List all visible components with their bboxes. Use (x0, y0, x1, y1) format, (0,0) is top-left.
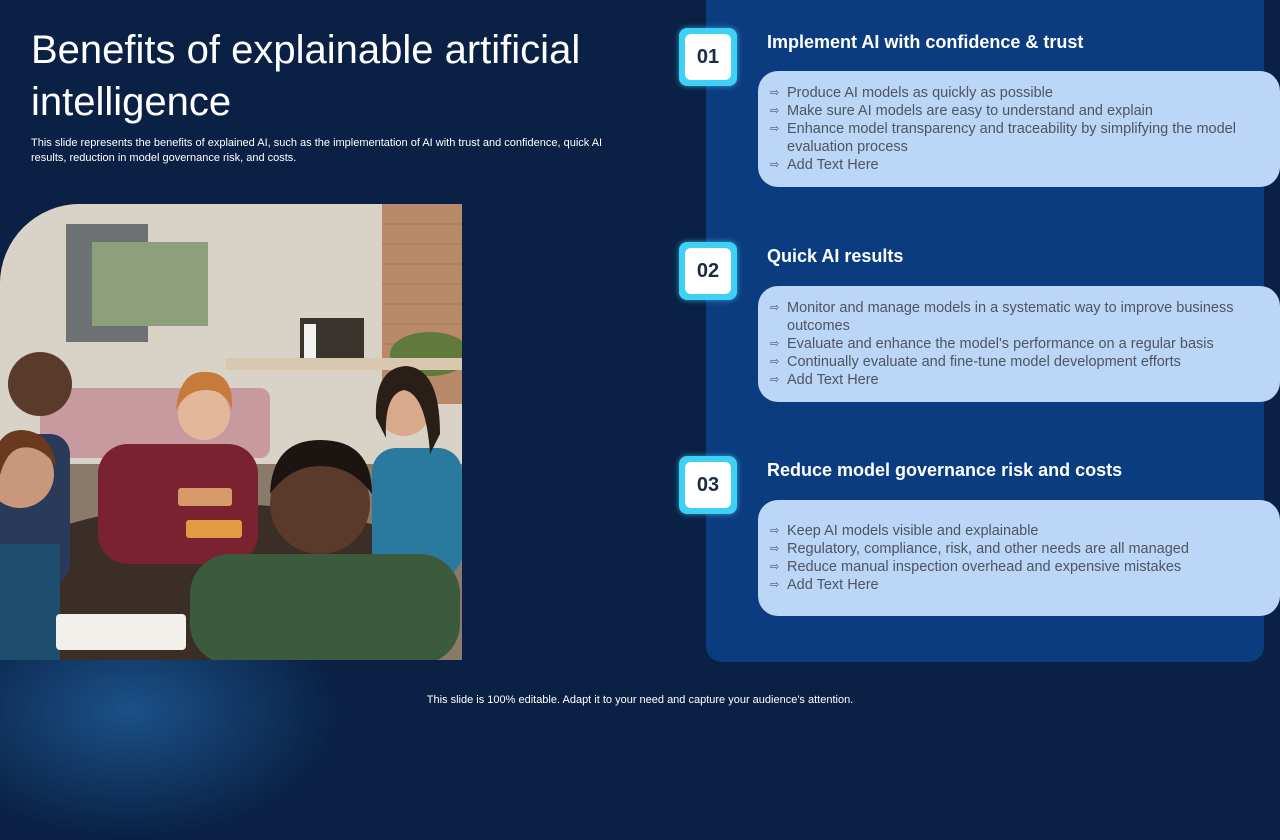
benefit-point: ⇨ Enhance model transparency and traceability by simplifying the model evaluation process (770, 121, 1236, 155)
slide-footer: This slide is 100% editable. Adapt it to your need and capture your audience's attention. (426, 694, 854, 706)
right-arrow-icon: ⇨ (770, 123, 780, 135)
benefit-point: ⇨ Produce AI models as quickly as possible (770, 85, 1053, 101)
right-arrow-icon: ⇨ (770, 561, 780, 573)
right-arrow-icon: ⇨ (770, 543, 780, 555)
right-arrow-icon: ⇨ (770, 579, 780, 591)
benefit-card (758, 500, 1280, 616)
benefit-point: ⇨ Continually evaluate and fine-tune model development efforts (770, 354, 1181, 370)
right-arrow-icon: ⇨ (770, 159, 780, 171)
right-arrow-icon: ⇨ (770, 105, 780, 117)
right-arrow-icon: ⇨ (770, 525, 780, 537)
right-arrow-icon: ⇨ (770, 374, 780, 386)
benefit-heading: Implement AI with confidence & trust (767, 32, 1084, 52)
slide-title: Benefits of explainable artificial intelligence (31, 28, 581, 124)
benefit-point: ⇨ Keep AI models visible and explainable (770, 523, 1039, 539)
benefit-point: ⇨ Add Text Here (770, 157, 879, 173)
benefit-number: 03 (685, 462, 731, 508)
benefit-point: ⇨ Reduce manual inspection overhead and expensive mistakes (770, 559, 1182, 575)
benefit-card (758, 71, 1280, 187)
benefit-number-badge (679, 28, 737, 86)
benefit-number: 02 (685, 248, 731, 294)
benefit-number: 01 (685, 34, 731, 80)
slide-subtitle: This slide represents the benefits of explained AI, such as the implementation of AI with trust and confidence, quick AI results, reduction in model governance risk, and costs. (31, 137, 603, 164)
right-arrow-icon: ⇨ (770, 356, 780, 368)
benefit-heading: Quick AI results (767, 246, 904, 266)
benefit-heading: Reduce model governance risk and costs (767, 460, 1123, 480)
team-meeting-photo (0, 204, 462, 660)
benefit-point: ⇨ Add Text Here (770, 577, 879, 593)
benefit-point: ⇨ Monitor and manage models in a systematic way to improve business outcomes (770, 300, 1234, 334)
benefit-number-badge (679, 456, 737, 514)
right-arrow-icon: ⇨ (770, 338, 780, 350)
benefit-card (758, 286, 1280, 402)
benefit-points (770, 84, 1250, 174)
right-arrow-icon: ⇨ (770, 302, 780, 314)
benefit-points (770, 522, 1250, 594)
benefit-points (770, 299, 1250, 389)
benefit-point: ⇨ Make sure AI models are easy to understand and explain (770, 103, 1153, 119)
benefit-point: ⇨ Evaluate and enhance the model's performance on a regular basis (770, 336, 1214, 352)
benefit-number-badge (679, 242, 737, 300)
benefit-point: ⇨ Regulatory, compliance, risk, and other needs are all managed (770, 541, 1189, 557)
right-arrow-icon: ⇨ (770, 87, 780, 99)
benefit-point: ⇨ Add Text Here (770, 372, 879, 388)
